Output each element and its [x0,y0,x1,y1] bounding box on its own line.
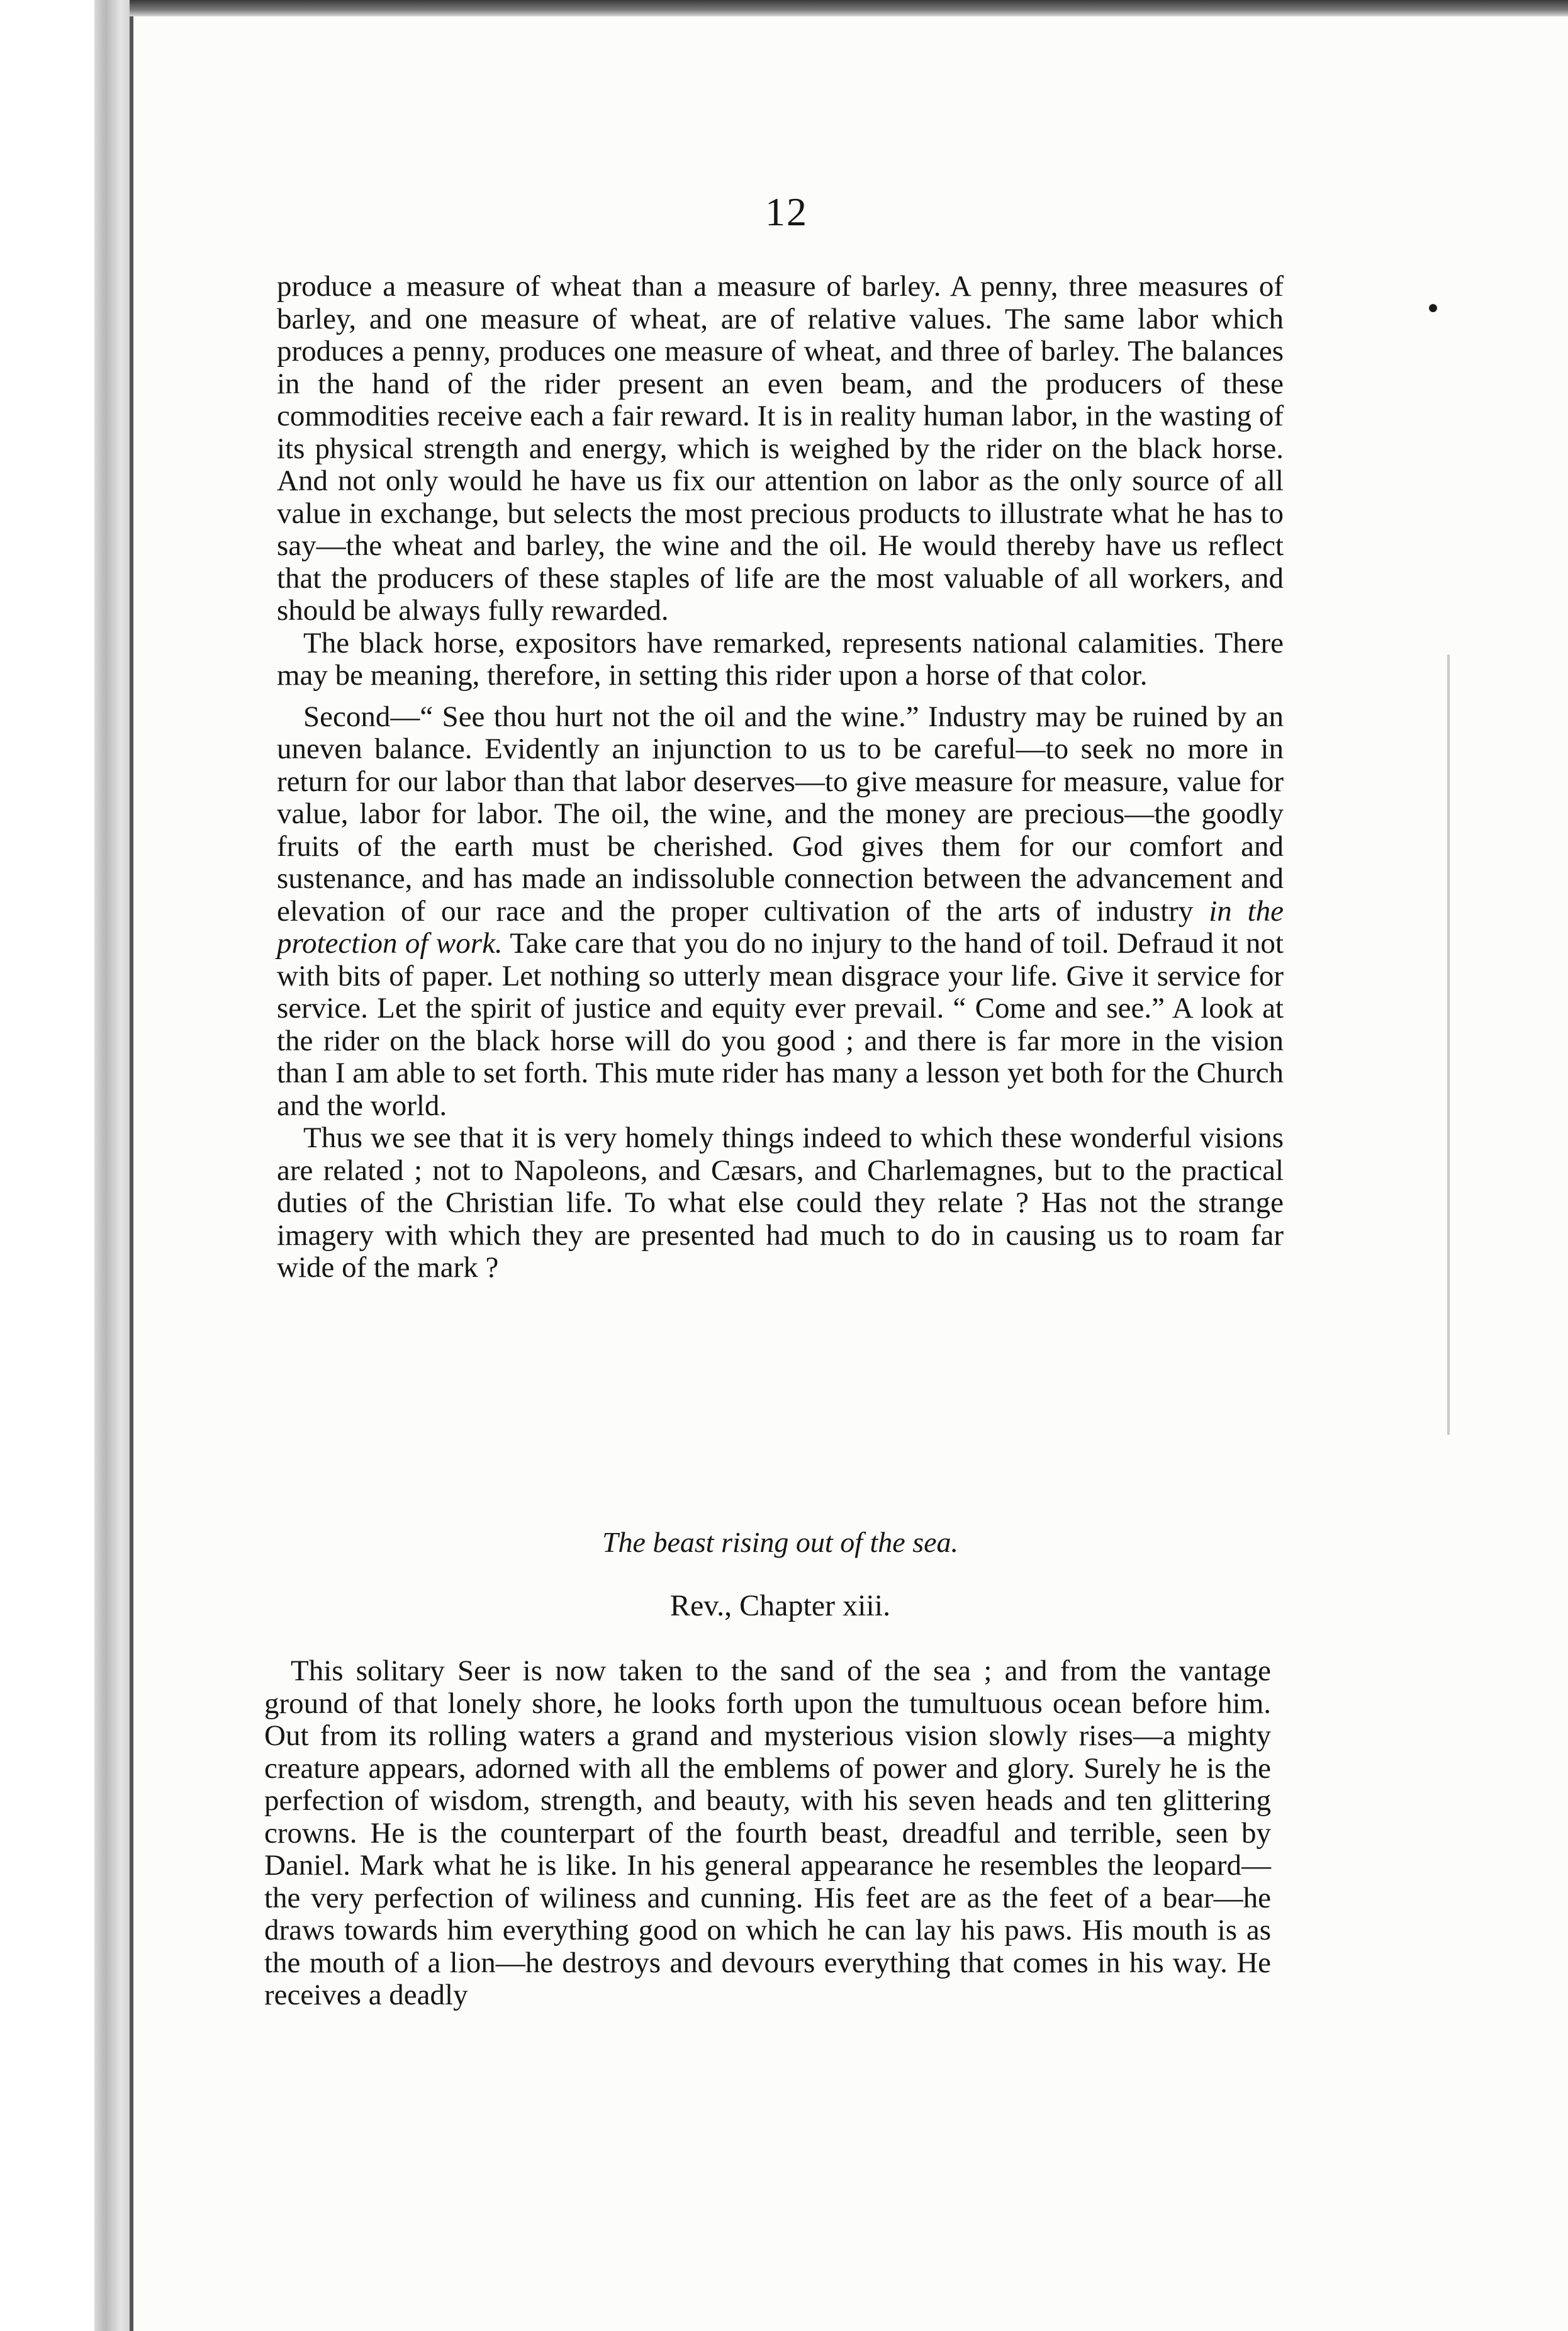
paragraph: This solitary Seer is now taken to the sand of the sea ; and from the vantage ground of that lonely shore, he looks forth upon the tumultuous ocean before him. Out from its rolling waters a grand and mysterious vision slowly rises—a mighty creature appears, adorned with all the emblems of power and glory. Surely he is the perfection of wisdom, strength, and beauty, with his seven heads and ten glittering crowns. He is the counterpart of the fourth beast, dreadful and terrible, seen by Daniel. Mark what he is like. In his general appearance he resembles the leopard—the very perfection of wiliness and cunning. His feet are as the feet of a bear—he draws towards him everything good on which he can lay his paws. His mouth is as the mouth of a lion—he destroys and devours everything that comes in his way. He receives a deadly [264,1654,1271,2011]
paragraph: produce a measure of wheat than a measure of barley. A penny, three measures of barley, and one measure of wheat, are of relative values. The same labor which produces a penny, produces one measure of wheat, and three of barley. The balances in the hand of the rider present an even beam, and the producers of these commodities receive each a fair reward. It is in reality human labor, in the wasting of its physical strength and energy, which is weighed by the rider on the black horse. And not only would he have us fix our attention on labor as the only source of all value in exchange, but selects the most precious products to illustrate what he has to say—the wheat and barley, the wine and the oil. He would thereby have us reflect that the producers of these staples of life are the most valuable of all workers, and should be always fully rewarded. [277,270,1284,627]
scan-speck: ˙ [1419,296,1447,362]
italic-phrase: in the protection of work. [277,894,1284,960]
page-spine [94,0,132,2331]
body-text [277,271,1284,1284]
scan-margin-left [0,0,94,2331]
page-number: 12 [765,189,808,234]
paragraph [277,701,1284,1123]
page-fold-mark [1447,654,1469,1435]
section-title: The beast rising out of the sea. [602,1526,959,1558]
paragraph: Thus we see that it is very homely things indeed to which these wonderful visions are related ; not to Napoleons, and Cæsars, and Charlemagnes, but to the practical duties of the Christian life. To what else could they relate ? Has not the strange imagery with which they are presented had much to do in causing us to roam far wide of the mark ? [277,1121,1284,1284]
paragraph-text: Take care that you do no injury to the hand of toil. Defraud it not with bits of paper. Let nothing so utterly mean disgrace your life. Give it service for service. Let the spirit of justice and equity ever prevail. “ Come and see.” A look at the rider on the black horse will do you good ; and there is far more in the vision than I am able to set forth. This mute rider has many a lesson yet both for the Church and the world. [277,927,1284,1122]
paragraph-text: Second—“ See thou hurt not the oil and the wine.” Industry may be ruined by an uneven balance. Evidently an injunction to us to be careful—to seek no more in return for our labor than that labor deserves—to give measure for measure, value for value, labor for labor. The oil, the wine, and the money are precious—the goodly fruits of the earth must be cherished. God gives them for our comfort and sustenance, and has made an indissoluble connection between the advancement and elevation of our race and the proper cultivation of the arts of industry [277,700,1284,928]
chapter-reference: Rev., Chapter xiii. [669,1589,891,1622]
scan-top-edge [130,0,1568,16]
paragraph: The black horse, expositors have remarked, represents national calamities. There may be meaning, therefore, in setting this rider upon a horse of that color. [277,626,1284,692]
section-body-text [264,1655,1271,2012]
